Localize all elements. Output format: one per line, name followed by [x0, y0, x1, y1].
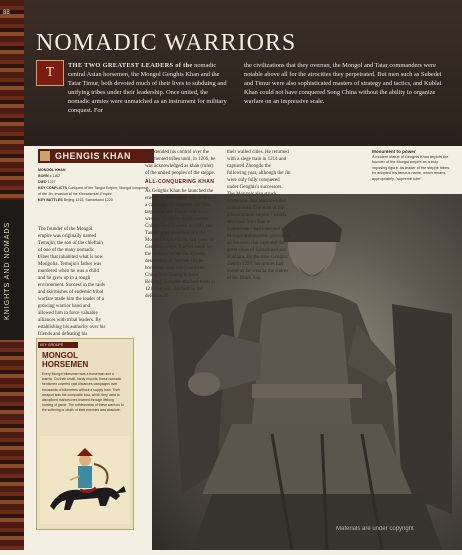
fact-row: [38, 185, 150, 197]
fact-value: Beijing 1215, Samarkand 1220: [63, 198, 113, 202]
copyright-watermark: Materials are under copyright: [336, 526, 414, 532]
body-text: As Genghis Khan he launched the energy of some tribal war to launch a campaign of conquest. He first target was the Tangut empire in western Xia (now northwestern China). First invaded in 1209, the Tangut were absorbed into the Mongol empire in the last years of Genghis's reign. Further south lay the territory of the Jin dynasty, descendant of Jurchen steppe horsemen who ruled northern China from Zhongdu (now Beijing). Genghis attacked them in 1211 but was checked by the defences of: [145, 189, 216, 299]
key-facts: [38, 167, 150, 203]
fact-value: Conquest of the Tangut Empire, Mongol conquests of the Jin, invasion of the Khwarizmian Empire: [38, 186, 149, 196]
khan-emblem-icon: [40, 151, 50, 161]
subheading: ALL-CONQUERING KHAN: [145, 179, 215, 185]
fact-label: MONGOL KHAN: [38, 168, 66, 172]
feature-tag: KEY GROUPS: [40, 343, 64, 347]
intro-text-left: nomadic central Asian horsemen, the Mongol Genghis Khan and the Tatar Timur, both devoted much of their lives to subduing and unifying tribes under their leadership. Once united, the nomadic armies were unmatched as an instrument for military conquest. For: [68, 62, 227, 114]
fact-value: c.1162: [49, 174, 61, 178]
body-column-3: their walled cities. He returned with a siege train in 1214 and captured Zhongdu the following year, although the Jin were only fully conquered under Genghis's successors. The Mongols also struck westwards into Muslim-ruled central Asia. The shah of the Khwarizmian empire - which stretched from Iran to Uzbekistan - had executed a Mongol ambassador, provoking an invasion that captured the great cities of Samarkand and Bukhara. By the time Genghis died in 1227, his armies had swept as far west as the shores of the Black Sea.: [227, 150, 291, 281]
fact-label: DIED: [38, 180, 47, 184]
horseman-archer-image: [40, 436, 130, 524]
fact-label: KEY BATTLES: [38, 198, 63, 202]
feature-title: MONGOL HORSEMEN: [42, 351, 89, 369]
fact-row: [38, 197, 150, 203]
intro-column-right: the civilizations that they overran, the Mongol and Tatar commanders were notable above all for the atrocities they perpetrated. But men such as Subedei and Timur were also sophisticated masters of strategy and tactics, and Kublai Khan could not have conquered Song China without the ability to organize warfare on an impressive scale.: [244, 62, 442, 105]
body-column-2: [145, 149, 217, 300]
fact-label: BORN: [38, 174, 49, 178]
body-column-1: The founder of the Mongol empire was originally named Temujin, the son of the chieftain of one of the many nomadic tribes that inhabited what is now Mongolia. Temujin's father was murdered when he was a child and he grew up in a rough environment. Success in the raids and skirmishes of endemic tribal warfare made him the leader of a growing warrior band and allowed him to force valuable alliances with tribal leaders. By establishing his authority over his friends and defeating his: [38, 227, 106, 337]
fact-label: KEY CONFLICTS: [38, 186, 67, 190]
caption-title: Monument to power: [372, 149, 416, 154]
caption-text: A modern statue of Genghis Khan depicts the founder of the Mongol empire as a truly imposing figure. As leader of the steppe tribes, he adopted his famous name, which means, appropriately, "supreme ruler".: [372, 154, 451, 181]
feature-text: Every Mongol tribesman was a horseman and a warrior. On their small, hardy mounts, these nomadic herdsmen covered vast distances campaigns over thousands of kilometres without a supply train. Their weapon was the composite bow, which they used in disciplined manoeuvres learned through lifelong hunting of game. The ruthlessness of these warriors to the suffering or death of their enemies was absolute.: [42, 372, 124, 413]
intro-column-left: [68, 61, 228, 115]
horseman-illustration: [40, 436, 130, 524]
page-title: NOMADIC WARRIORS: [36, 30, 297, 56]
section-side-label: KNIGHTS AND NOMADS: [4, 221, 11, 321]
body-text: he extended his control over the fragmented tribes until, in 1206, he was acknowledged as khan (ruler) of the united peoples of the steppe.: [145, 150, 216, 176]
emblem-glyph: T: [45, 65, 55, 80]
fact-value: 1227: [47, 180, 56, 184]
caption-note: [372, 149, 454, 182]
page-number: 88: [3, 10, 10, 16]
section-emblem: [36, 60, 64, 86]
intro-lead: THE TWO GREATEST LEADERS of the: [68, 62, 193, 69]
khan-heading: GHENGIS KHAN: [55, 151, 132, 161]
